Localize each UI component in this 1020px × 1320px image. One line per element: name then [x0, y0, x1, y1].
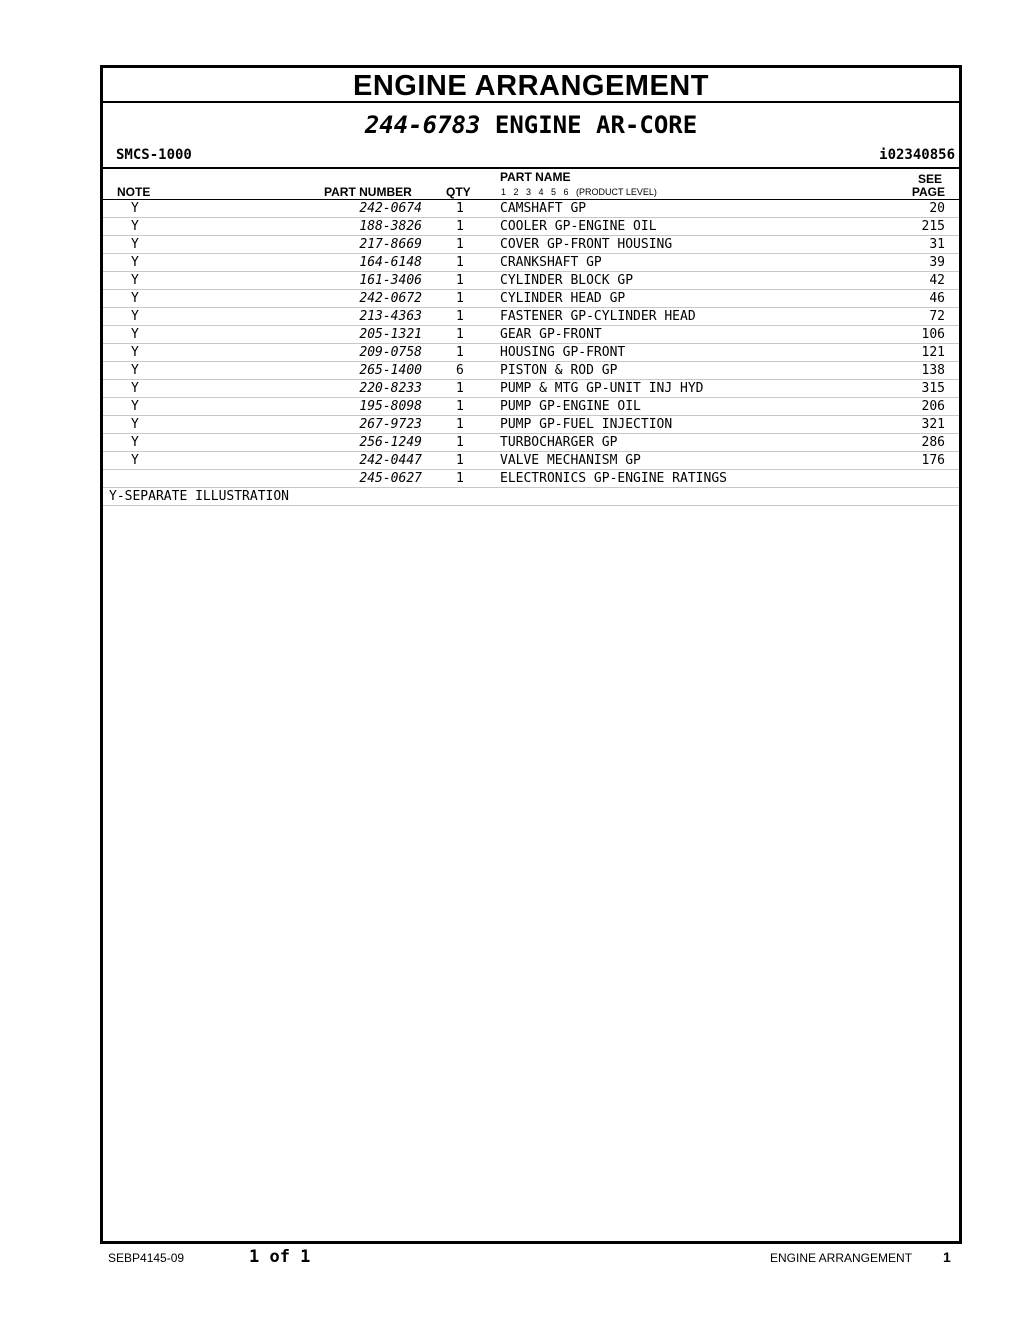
row-part-number[interactable]: 195-8098	[359, 399, 422, 414]
row-part-name: COVER GP-FRONT HOUSING	[500, 237, 673, 252]
row-part-name: CRANKSHAFT GP	[500, 255, 602, 270]
smcs-code: SMCS-1000	[116, 147, 192, 163]
row-part-name: COOLER GP-ENGINE OIL	[500, 219, 657, 234]
row-qty: 1	[456, 327, 464, 342]
col-header-note: NOTE	[117, 185, 151, 199]
row-see-page[interactable]: 39	[929, 255, 945, 270]
row-part-name: HOUSING GP-FRONT	[500, 345, 626, 360]
table-row	[103, 236, 959, 254]
table-row	[103, 218, 959, 236]
row-part-name: ELECTRONICS GP-ENGINE RATINGS	[500, 471, 727, 486]
row-part-name: PISTON & ROD GP	[500, 363, 618, 378]
row-note: Y	[131, 435, 139, 450]
row-part-name: CYLINDER HEAD GP	[500, 291, 626, 306]
table-row	[103, 200, 959, 218]
row-see-page[interactable]: 121	[921, 345, 945, 360]
row-see-page[interactable]: 176	[921, 453, 945, 468]
table-row	[103, 272, 959, 290]
row-part-name: VALVE MECHANISM GP	[500, 453, 641, 468]
row-see-page[interactable]: 215	[921, 219, 945, 234]
row-qty: 6	[456, 363, 464, 378]
row-part-name: PUMP GP-ENGINE OIL	[500, 399, 641, 414]
table-row	[103, 326, 959, 344]
row-part-name: FASTENER GP-CYLINDER HEAD	[500, 309, 696, 324]
row-part-number[interactable]: 256-1249	[359, 435, 422, 450]
footnote-separate-illustration: Y-SEPARATE ILLUSTRATION	[103, 488, 959, 506]
parts-table	[103, 200, 959, 506]
col-header-part-name: PART NAME	[500, 170, 571, 184]
row-see-page[interactable]: 106	[921, 327, 945, 342]
page-frame	[100, 65, 962, 1244]
row-note: Y	[131, 327, 139, 342]
row-qty: 1	[456, 201, 464, 216]
group-part-number: 244-6783	[364, 111, 481, 139]
row-qty: 1	[456, 291, 464, 306]
row-qty: 1	[456, 453, 464, 468]
col-header-see: SEE	[917, 172, 942, 186]
row-part-name: GEAR GP-FRONT	[500, 327, 602, 342]
col-header-part-number: PART NUMBER	[324, 185, 412, 199]
header-divider	[103, 167, 959, 169]
row-part-number[interactable]: 245-0627	[359, 471, 422, 486]
row-part-number[interactable]: 267-9723	[359, 417, 422, 432]
row-part-number[interactable]: 161-3406	[359, 273, 422, 288]
page-title: ENGINE ARRANGEMENT	[103, 68, 959, 103]
row-part-number[interactable]: 217-8669	[359, 237, 422, 252]
row-see-page[interactable]: 315	[921, 381, 945, 396]
group-part-name: ENGINE AR-CORE	[494, 111, 698, 139]
row-part-name: PUMP & MTG GP-UNIT INJ HYD	[500, 381, 704, 396]
row-part-number[interactable]: 242-0672	[359, 291, 422, 306]
table-row	[103, 290, 959, 308]
row-note: Y	[131, 363, 139, 378]
row-see-page[interactable]: 206	[921, 399, 945, 414]
row-qty: 1	[456, 471, 464, 486]
row-part-name: TURBOCHARGER GP	[500, 435, 618, 450]
row-note: Y	[131, 291, 139, 306]
table-row	[103, 398, 959, 416]
row-qty: 1	[456, 435, 464, 450]
row-qty: 1	[456, 219, 464, 234]
table-row	[103, 308, 959, 326]
row-see-page[interactable]: 46	[929, 291, 945, 306]
table-row	[103, 434, 959, 452]
product-level-labels: 1 2 3 4 5 6 (PRODUCT LEVEL)	[501, 187, 657, 197]
row-qty: 1	[456, 255, 464, 270]
row-note: Y	[131, 417, 139, 432]
row-part-number[interactable]: 220-8233	[359, 381, 422, 396]
table-row	[103, 380, 959, 398]
row-note: Y	[131, 399, 139, 414]
row-see-page[interactable]: 42	[929, 273, 945, 288]
table-row	[103, 344, 959, 362]
row-part-number[interactable]: 205-1321	[359, 327, 422, 342]
table-row	[103, 452, 959, 470]
col-header-qty: QTY	[446, 185, 471, 199]
row-qty: 1	[456, 273, 464, 288]
row-note: Y	[131, 255, 139, 270]
row-part-name: CAMSHAFT GP	[500, 201, 587, 216]
group-title	[103, 110, 959, 140]
row-qty: 1	[456, 417, 464, 432]
row-note: Y	[131, 453, 139, 468]
row-see-page[interactable]: 138	[921, 363, 945, 378]
row-part-number[interactable]: 164-6148	[359, 255, 422, 270]
row-note: Y	[131, 381, 139, 396]
row-part-number[interactable]: 265-1400	[359, 363, 422, 378]
row-part-number[interactable]: 242-0674	[359, 201, 422, 216]
footer-page-number: 1	[943, 1249, 951, 1265]
row-part-number[interactable]: 188-3826	[359, 219, 422, 234]
table-row	[103, 254, 959, 272]
row-part-number[interactable]: 209-0758	[359, 345, 422, 360]
row-qty: 1	[456, 237, 464, 252]
footer-doc-number: SEBP4145-09	[108, 1251, 185, 1265]
row-part-number[interactable]: 242-0447	[359, 453, 422, 468]
row-see-page[interactable]: 72	[929, 309, 945, 324]
row-part-number[interactable]: 213-4363	[359, 309, 422, 324]
row-note: Y	[131, 219, 139, 234]
row-note: Y	[131, 237, 139, 252]
row-qty: 1	[456, 345, 464, 360]
row-see-page[interactable]: 20	[929, 201, 945, 216]
row-see-page[interactable]: 286	[921, 435, 945, 450]
row-qty: 1	[456, 381, 464, 396]
row-note: Y	[131, 273, 139, 288]
row-part-name: CYLINDER BLOCK GP	[500, 273, 634, 288]
table-row	[103, 362, 959, 380]
row-note: Y	[131, 201, 139, 216]
row-qty: 1	[456, 309, 464, 324]
row-part-name: PUMP GP-FUEL INJECTION	[500, 417, 673, 432]
footer-section-title: ENGINE ARRANGEMENT	[770, 1251, 913, 1265]
footer-page-of: 1 of 1	[249, 1247, 311, 1267]
table-row	[103, 416, 959, 434]
row-see-page[interactable]: 31	[929, 237, 945, 252]
col-header-page: PAGE	[911, 185, 945, 199]
info-id: i02340856	[879, 147, 955, 163]
row-note: Y	[131, 345, 139, 360]
row-qty: 1	[456, 399, 464, 414]
row-see-page[interactable]: 321	[921, 417, 945, 432]
table-row	[103, 470, 959, 488]
row-note: Y	[131, 309, 139, 324]
